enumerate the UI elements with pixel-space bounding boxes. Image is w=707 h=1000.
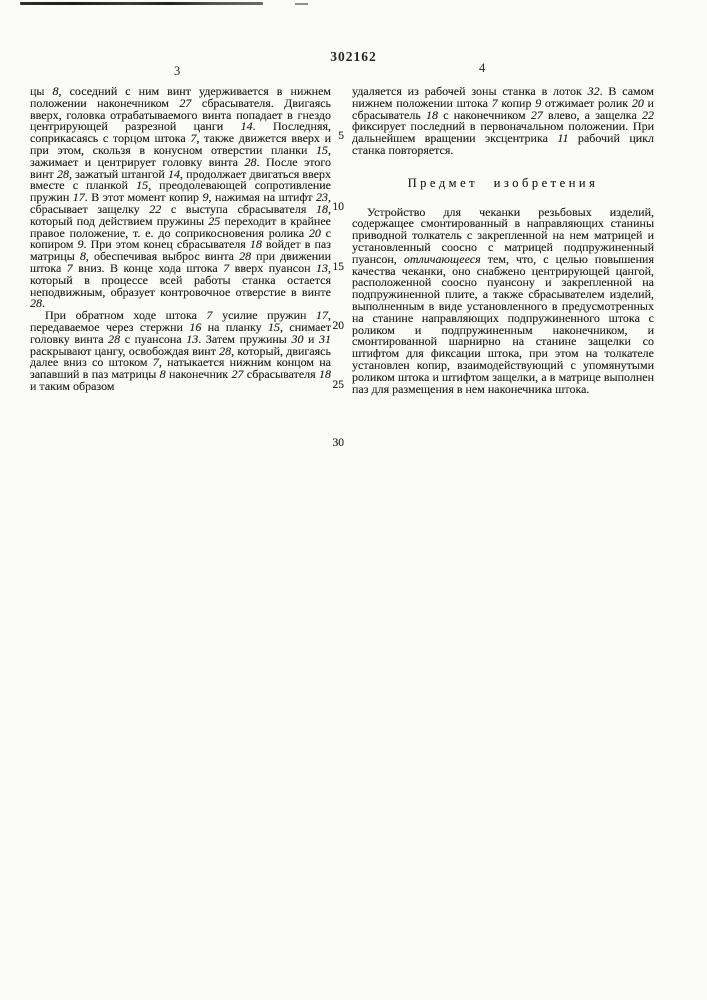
body-paragraph-continuation: удаляется из рабочей зоны станка в лоток 32. В самом нижнем положении штока 7 копир 9 отжимает ролик 20 и сбрасыватель 18 с наконечником 27 влево, а защелка 22 фиксирует последний в первоначальном положении. При дальнейшем вращении эксцентрика 11 рабочий цикл станка повторяется. <box>352 84 654 157</box>
line-number: 10 <box>332 201 344 213</box>
page-number-left: 3 <box>174 64 181 78</box>
line-number: 30 <box>332 437 344 449</box>
claims-heading: Предмет изобретения <box>407 175 599 190</box>
scan-artifact-line <box>20 2 263 5</box>
claim-paragraph: Устройство для чеканки резьбовых изделий, содержащее смонтированный в направляющих станины приводной толкатель с закрепленной на нем матрицей и установленный соосно с матрицей подпружиненный пуансон, отличающееся тем, что, с целью повышения качества чеканки, оно снабжено центрирующей цангой, расположенной соосно пуансону и закрепленной на подпружиненной плите, а также сбрасывателем изделий, выполненным в виде установленного в предусмотренных на станине направляющих подпружиненного штока с роликом и подпружиненным наконечником, и смонтированной шарнирно на станине защелки со штифтом для фиксации штока, при этом на толкателе установлен копир, взаимодействующий с упомянутыми роликом штока и штифтом защелки, а в матрице выполнен паз для размещения в нем наконечника штока. <box>352 204 654 396</box>
body-paragraph-continuation: цы 8, соседний с ним винт удерживается в нижнем положении наконечником 27 сбрасывателя. Двигаясь вверх, головка отрабатываемого винта попадает в гнездо центрирующей разрезной цанги 14. Последняя, соприкасаясь с торцом штока 7, также движется вверх и при этом, скользя в конусном отверстии планки 15, зажимает и центрирует головку винта 28. После этого винт 28, зажатый штангой 14, продолжает двигаться вверх вместе с планкой 15, преодолевающей сопротивление пружин 17. В этот момент копир 9, нажимая на штифт 23, сбрасывает защелку 22 с выступа сбрасывателя 18, который под действием пружины 25 переходит в крайнее правое положение, т. е. до соприкосновения ролика 20 с копиром 9. При этом конец сбрасывателя 18 войдет в паз матрицы 8, обеспечивая выброс винта 28 при движении штока 7 вниз. В конце хода штока 7 вверх пуансон 13, который в процессе всей работы станка остается неподвижным, образует контровочное отверстие в винте 28. <box>30 84 332 311</box>
page-number-right: 4 <box>479 61 486 75</box>
line-number: 25 <box>332 379 344 391</box>
line-number: 20 <box>332 320 344 332</box>
scan-artifact-dash <box>295 3 308 5</box>
left-column <box>30 86 331 393</box>
patent-number: 302162 <box>330 49 377 64</box>
line-number: 5 <box>338 130 344 142</box>
body-paragraph: При обратном ходе штока 7 усилие пружин 17, передаваемое через стержни 16 на планку 15, снимает головку винта 28 с пуансона 13. Затем пружины 30 и 31 раскрывают цангу, освобождая винт 28, который, двигаясь далее вниз со штоком 7, натыкается нижним концом на запавший в паз матрицы 8 наконечник 27 сбрасывателя 18 и таким образом <box>30 308 332 393</box>
right-column <box>352 86 654 395</box>
line-number: 15 <box>332 261 344 273</box>
